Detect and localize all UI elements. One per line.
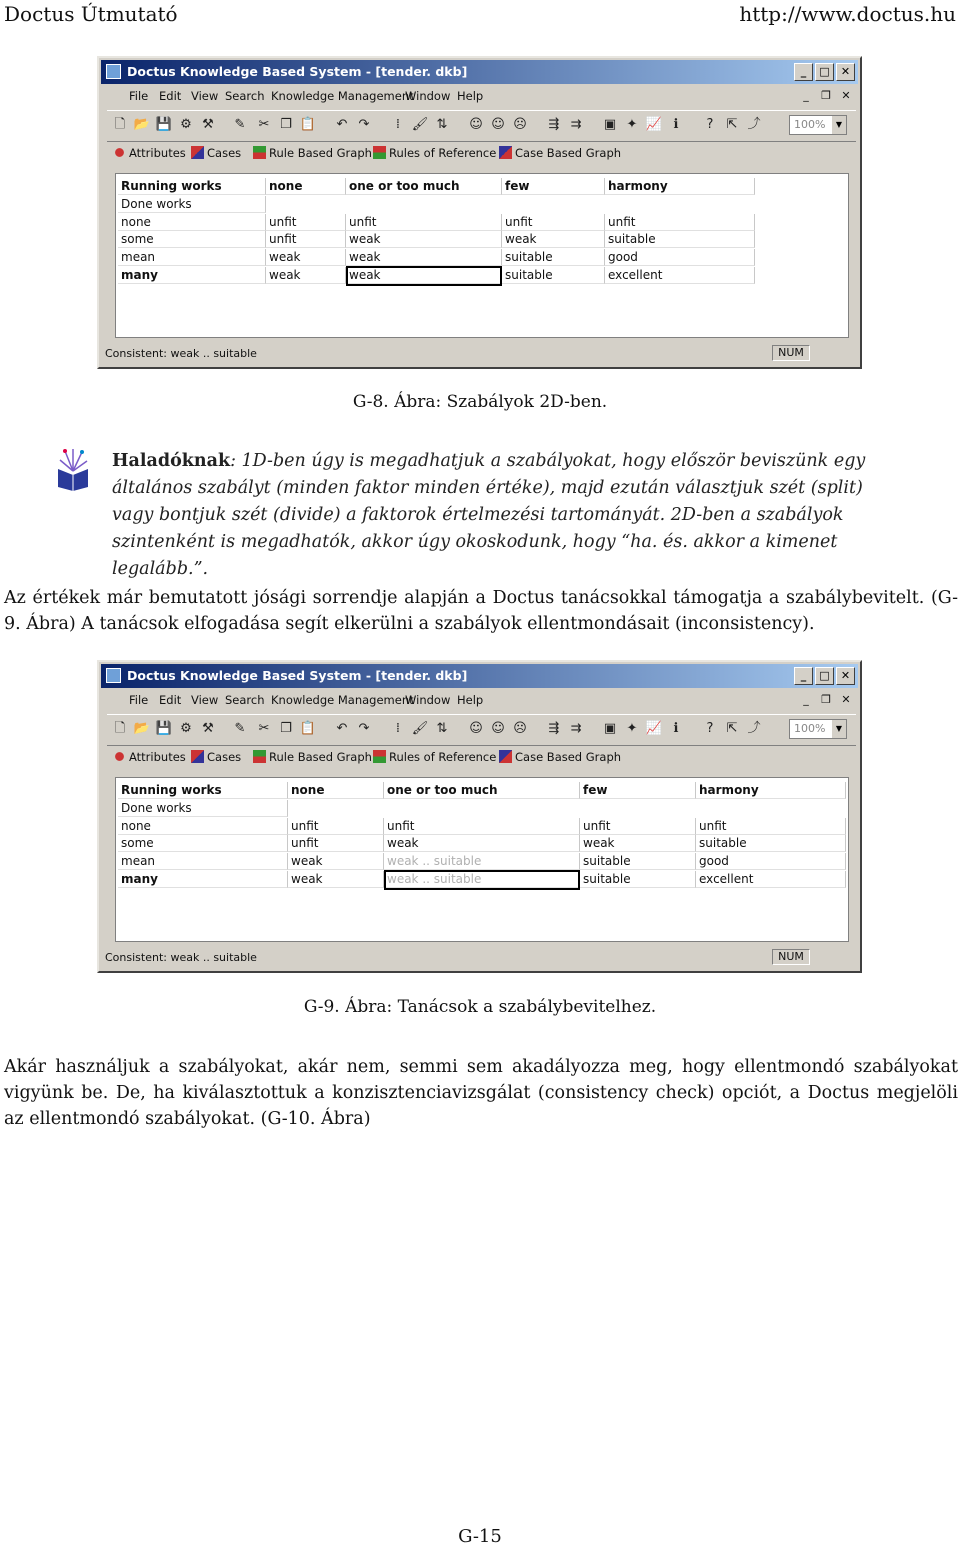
row-header-cell[interactable]: Done works: [118, 800, 288, 817]
window-title: Doctus Knowledge Based System - [tender. dkb]: [127, 64, 468, 79]
header-cell[interactable]: one or too much: [346, 178, 502, 195]
tab-rule-based-graph[interactable]: [253, 146, 372, 160]
tab-label: Attributes: [129, 146, 186, 160]
header-cell[interactable]: none: [288, 782, 384, 799]
info-icon[interactable]: ℹ: [673, 117, 679, 132]
rules-icon: [373, 146, 386, 159]
context-help-icon[interactable]: ⇱: [726, 721, 738, 736]
row-label-cell[interactable]: mean: [118, 853, 288, 870]
tab-label: Rules of Reference: [389, 750, 497, 764]
status-bar: [103, 345, 856, 363]
split-icon[interactable]: ⇶: [548, 117, 560, 132]
cut-icon[interactable]: ✂: [258, 721, 270, 736]
rules-icon: [373, 750, 386, 763]
tab-case-based-graph[interactable]: [499, 750, 621, 764]
exit-icon[interactable]: ⤴: [747, 117, 761, 132]
mdi-minimize-icon[interactable]: _: [803, 693, 809, 706]
brush-icon[interactable]: 🖌: [411, 117, 429, 132]
graph-icon: [253, 750, 266, 763]
chevron-down-icon[interactable]: ▼: [832, 116, 846, 134]
tip-text: : 1D-ben úgy is megadhatjuk a szabályokat, hogy először beviszünk egy általános szabályt (minden faktor minden értéke), majd ezután választjuk szét (split) vagy bontjuk szét (divide) a faktorok értelmezési tartományát. 2D-ben a szabályok szintenként is megadhatók, akkor úgy okoskodunk, hogy “ha. és. akkor a kimenet legalább.”.: [112, 451, 866, 579]
tab-case-based-graph[interactable]: [499, 146, 621, 160]
open-icon[interactable]: 📂: [133, 117, 151, 132]
menu-file[interactable]: File: [129, 693, 149, 707]
neutral-face-icon[interactable]: ☺: [469, 117, 483, 132]
new-icon[interactable]: 🗋: [114, 721, 126, 736]
header-cell[interactable]: none: [266, 178, 346, 195]
help-icon[interactable]: ?: [706, 117, 714, 132]
open-icon[interactable]: 📂: [133, 721, 151, 736]
rule-cell[interactable]: unfit: [696, 818, 846, 835]
copy-icon[interactable]: ❐: [280, 117, 292, 132]
graph-icon: [253, 146, 266, 159]
status-text: Consistent: weak .. suitable: [105, 347, 257, 360]
rule-cell[interactable]: unfit: [605, 214, 755, 231]
paragraph-consistency: Akár használjuk a szabályokat, akár nem, semmi sem akadályozza meg, hogy ellentmondó szabályokat vigyünk be. De, ha kiválasztottuk a konzisztenciavizsgálat (consistency check) opciót, a Doctus megjelöli az ellentmondó szabályokat. (G-10. Ábra): [4, 1057, 958, 1129]
smile-face-icon[interactable]: ☺: [491, 721, 505, 736]
merge-icon[interactable]: ⇉: [570, 117, 582, 132]
rule-cell[interactable]: suitable: [502, 267, 605, 284]
menu-file[interactable]: File: [129, 89, 149, 103]
rule-cell[interactable]: excellent: [696, 871, 846, 888]
toolbar: [107, 714, 856, 746]
rule-cell[interactable]: suitable: [580, 853, 696, 870]
rule-cell[interactable]: good: [605, 249, 755, 266]
row-label-cell[interactable]: none: [118, 818, 288, 835]
rule-cell[interactable]: suitable: [580, 871, 696, 888]
rule-cell[interactable]: weak: [288, 871, 384, 888]
close-button[interactable]: ✕: [836, 63, 855, 81]
menu-view[interactable]: View: [191, 693, 219, 707]
tool-a-icon[interactable]: ⚙: [180, 117, 192, 132]
mdi-minimize-icon[interactable]: _: [803, 89, 809, 102]
rule-cell[interactable]: unfit: [288, 818, 384, 835]
row-label-cell[interactable]: many: [118, 267, 266, 284]
minimize-button[interactable]: _: [794, 667, 813, 685]
grid-icon[interactable]: ⁞: [395, 721, 401, 736]
menu-bar: [107, 87, 856, 107]
header-cell[interactable]: harmony: [696, 782, 846, 799]
chart-icon[interactable]: 📈: [645, 117, 663, 132]
attributes-icon: [113, 146, 126, 159]
tool-b-icon[interactable]: ⚒: [202, 721, 214, 736]
sort-icon[interactable]: ⇅: [436, 721, 448, 736]
app-window-fig1: [97, 56, 862, 369]
zoom-select[interactable]: [789, 115, 847, 135]
menu-bar: [107, 691, 856, 711]
rule-cell[interactable]: weak: [288, 853, 384, 870]
view-tabs: [107, 747, 856, 771]
zoom-select[interactable]: [789, 719, 847, 739]
window-title: Doctus Knowledge Based System - [tender. dkb]: [127, 668, 468, 683]
tool-a-icon[interactable]: ⚙: [180, 721, 192, 736]
menu-help[interactable]: Help: [457, 89, 484, 103]
tool-d-icon[interactable]: ✦: [626, 721, 638, 736]
rule-cell[interactable]: weak .. suitable: [384, 853, 580, 870]
close-button[interactable]: ✕: [836, 667, 855, 685]
app-icon: [106, 64, 121, 79]
tool-c-icon[interactable]: ▣: [603, 117, 617, 132]
menu-search[interactable]: Search: [225, 89, 265, 103]
menu-view[interactable]: View: [191, 89, 219, 103]
rule-cell[interactable]: weak .. suitable: [384, 871, 580, 888]
rule-cell[interactable]: suitable: [502, 249, 605, 266]
rule-cell[interactable]: weak: [346, 267, 502, 284]
tab-rules-of-reference[interactable]: [373, 146, 496, 160]
view-tabs: [107, 143, 856, 167]
tab-label: Rule Based Graph: [269, 750, 372, 764]
tab-label: Cases: [207, 146, 242, 160]
context-help-icon[interactable]: ⇱: [726, 117, 738, 132]
copy-icon[interactable]: ❐: [280, 721, 292, 736]
eraser-icon[interactable]: ✎: [234, 117, 246, 132]
status-text: Consistent: weak .. suitable: [105, 951, 257, 964]
eraser-icon[interactable]: ✎: [234, 721, 246, 736]
brush-icon[interactable]: 🖌: [411, 721, 429, 736]
figure1-caption: G-8. Ábra: Szabályok 2D-ben.: [352, 392, 608, 412]
undo-icon[interactable]: ↶: [336, 117, 348, 132]
toolbar: [107, 110, 856, 142]
rule-cell[interactable]: unfit: [502, 214, 605, 231]
rule-cell[interactable]: weak: [346, 231, 502, 248]
case-graph-icon: [499, 750, 512, 763]
rule-cell[interactable]: weak: [580, 835, 696, 852]
advanced-tip: [112, 448, 872, 583]
row-header-cell[interactable]: Done works: [118, 196, 266, 213]
rule-cell[interactable]: excellent: [605, 267, 755, 284]
attributes-icon: [113, 750, 126, 763]
menu-help[interactable]: Help: [457, 693, 484, 707]
paragraph-advice: Az értékek már bemutatott jósági sorrendje alapján a Doctus tanácsokkal támogatja a szabálybevitelt. (G-9. Ábra) A tanácsok elfogadása segít elkerülni a szabályok ellentmondásait (inconsistency).: [4, 588, 958, 634]
mdi-close-icon[interactable]: ✕: [841, 89, 851, 102]
page-header-title: Doctus Útmutató: [4, 2, 178, 26]
tab-label: Cases: [207, 750, 242, 764]
status-bar: [103, 949, 856, 967]
row-label-cell[interactable]: many: [118, 871, 288, 888]
tab-label: Attributes: [129, 750, 186, 764]
chevron-down-icon[interactable]: ▼: [832, 720, 846, 738]
header-cell[interactable]: few: [580, 782, 696, 799]
rule-cell[interactable]: suitable: [605, 231, 755, 248]
rule-cell[interactable]: unfit: [346, 214, 502, 231]
rule-cell[interactable]: unfit: [580, 818, 696, 835]
header-cell[interactable]: few: [502, 178, 605, 195]
page-header-url: http://www.doctus.hu: [739, 2, 956, 26]
row-label-cell[interactable]: none: [118, 214, 266, 231]
num-lock-indicator: NUM: [772, 345, 810, 361]
tab-rules-of-reference[interactable]: [373, 750, 496, 764]
minimize-button[interactable]: _: [794, 63, 813, 81]
paste-icon[interactable]: 📋: [299, 117, 317, 132]
mdi-close-icon[interactable]: ✕: [841, 693, 851, 706]
tab-cases[interactable]: [191, 146, 241, 160]
neutral-face-icon[interactable]: ☺: [469, 721, 483, 736]
menu-edit[interactable]: Edit: [159, 693, 182, 707]
chart-icon[interactable]: 📈: [645, 721, 663, 736]
row-label-cell[interactable]: mean: [118, 249, 266, 266]
rules-grid[interactable]: [115, 173, 849, 338]
rule-cell[interactable]: good: [696, 853, 846, 870]
rule-cell[interactable]: unfit: [384, 818, 580, 835]
selected-cell-outline: [384, 870, 580, 890]
mdi-restore-icon[interactable]: ❐: [821, 693, 831, 706]
tab-label: Rules of Reference: [389, 146, 497, 160]
menu-edit[interactable]: Edit: [159, 89, 182, 103]
maximize-button[interactable]: □: [815, 63, 834, 81]
header-cell[interactable]: harmony: [605, 178, 755, 195]
title-bar: [101, 60, 858, 84]
tool-c-icon[interactable]: ▣: [603, 721, 617, 736]
grid-icon[interactable]: ⁞: [395, 117, 401, 132]
rule-cell[interactable]: weak: [384, 835, 580, 852]
tab-attributes[interactable]: [113, 750, 186, 764]
redo-icon[interactable]: ↷: [358, 721, 370, 736]
menu-knowledge-management[interactable]: Knowledge Management: [271, 89, 414, 103]
sort-icon[interactable]: ⇅: [436, 117, 448, 132]
header-cell[interactable]: Running works: [118, 782, 288, 799]
rule-cell[interactable]: weak: [266, 249, 346, 266]
zoom-value: 100%: [794, 722, 826, 735]
rule-cell[interactable]: unfit: [266, 214, 346, 231]
undo-icon[interactable]: ↶: [336, 721, 348, 736]
rule-cell[interactable]: unfit: [288, 835, 384, 852]
row-label-cell[interactable]: some: [118, 231, 266, 248]
rule-cell[interactable]: weak: [346, 249, 502, 266]
tab-label: Case Based Graph: [515, 750, 622, 764]
help-icon[interactable]: ?: [706, 721, 714, 736]
save-icon[interactable]: 💾: [155, 721, 173, 736]
exit-icon[interactable]: ⤴: [747, 721, 761, 736]
sad-face-icon[interactable]: ☹: [513, 117, 527, 132]
figure2-caption: G-9. Ábra: Tanácsok a szabálybevitelhez.: [303, 997, 657, 1017]
rule-cell[interactable]: suitable: [696, 835, 846, 852]
new-icon[interactable]: 🗋: [114, 117, 126, 132]
book-icon: [55, 447, 91, 491]
tool-d-icon[interactable]: ✦: [626, 117, 638, 132]
tool-b-icon[interactable]: ⚒: [202, 117, 214, 132]
zoom-value: 100%: [794, 118, 826, 131]
row-label-cell[interactable]: some: [118, 835, 288, 852]
cases-icon: [191, 146, 204, 159]
header-cell[interactable]: one or too much: [384, 782, 580, 799]
tab-rule-based-graph[interactable]: [253, 750, 372, 764]
selected-cell-outline: [346, 266, 502, 286]
menu-search[interactable]: Search: [225, 693, 265, 707]
mdi-restore-icon[interactable]: ❐: [821, 89, 831, 102]
smile-face-icon[interactable]: ☺: [491, 117, 505, 132]
header-cell[interactable]: Running works: [118, 178, 266, 195]
case-graph-icon: [499, 146, 512, 159]
menu-knowledge-management[interactable]: Knowledge Management: [271, 693, 414, 707]
merge-icon[interactable]: ⇉: [570, 721, 582, 736]
tab-label: Rule Based Graph: [269, 146, 372, 160]
menu-window[interactable]: Window: [405, 693, 451, 707]
menu-window[interactable]: Window: [405, 89, 451, 103]
split-icon[interactable]: ⇶: [548, 721, 560, 736]
page-number: G-15: [458, 1526, 502, 1547]
app-window-fig2: [97, 660, 862, 973]
cases-icon: [191, 750, 204, 763]
maximize-button[interactable]: □: [815, 667, 834, 685]
info-icon[interactable]: ℹ: [673, 721, 679, 736]
rule-cell[interactable]: weak: [266, 267, 346, 284]
rule-cell[interactable]: unfit: [266, 231, 346, 248]
cut-icon[interactable]: ✂: [258, 117, 270, 132]
sad-face-icon[interactable]: ☹: [513, 721, 527, 736]
title-bar: [101, 664, 858, 688]
tip-label: Haladóknak: [112, 451, 231, 471]
app-icon: [106, 668, 121, 683]
tab-attributes[interactable]: [113, 146, 186, 160]
tab-label: Case Based Graph: [515, 146, 622, 160]
num-lock-indicator: NUM: [772, 949, 810, 965]
tab-cases[interactable]: [191, 750, 241, 764]
rule-cell[interactable]: weak: [502, 231, 605, 248]
redo-icon[interactable]: ↷: [358, 117, 370, 132]
paste-icon[interactable]: 📋: [299, 721, 317, 736]
save-icon[interactable]: 💾: [155, 117, 173, 132]
rules-grid[interactable]: [115, 777, 849, 942]
